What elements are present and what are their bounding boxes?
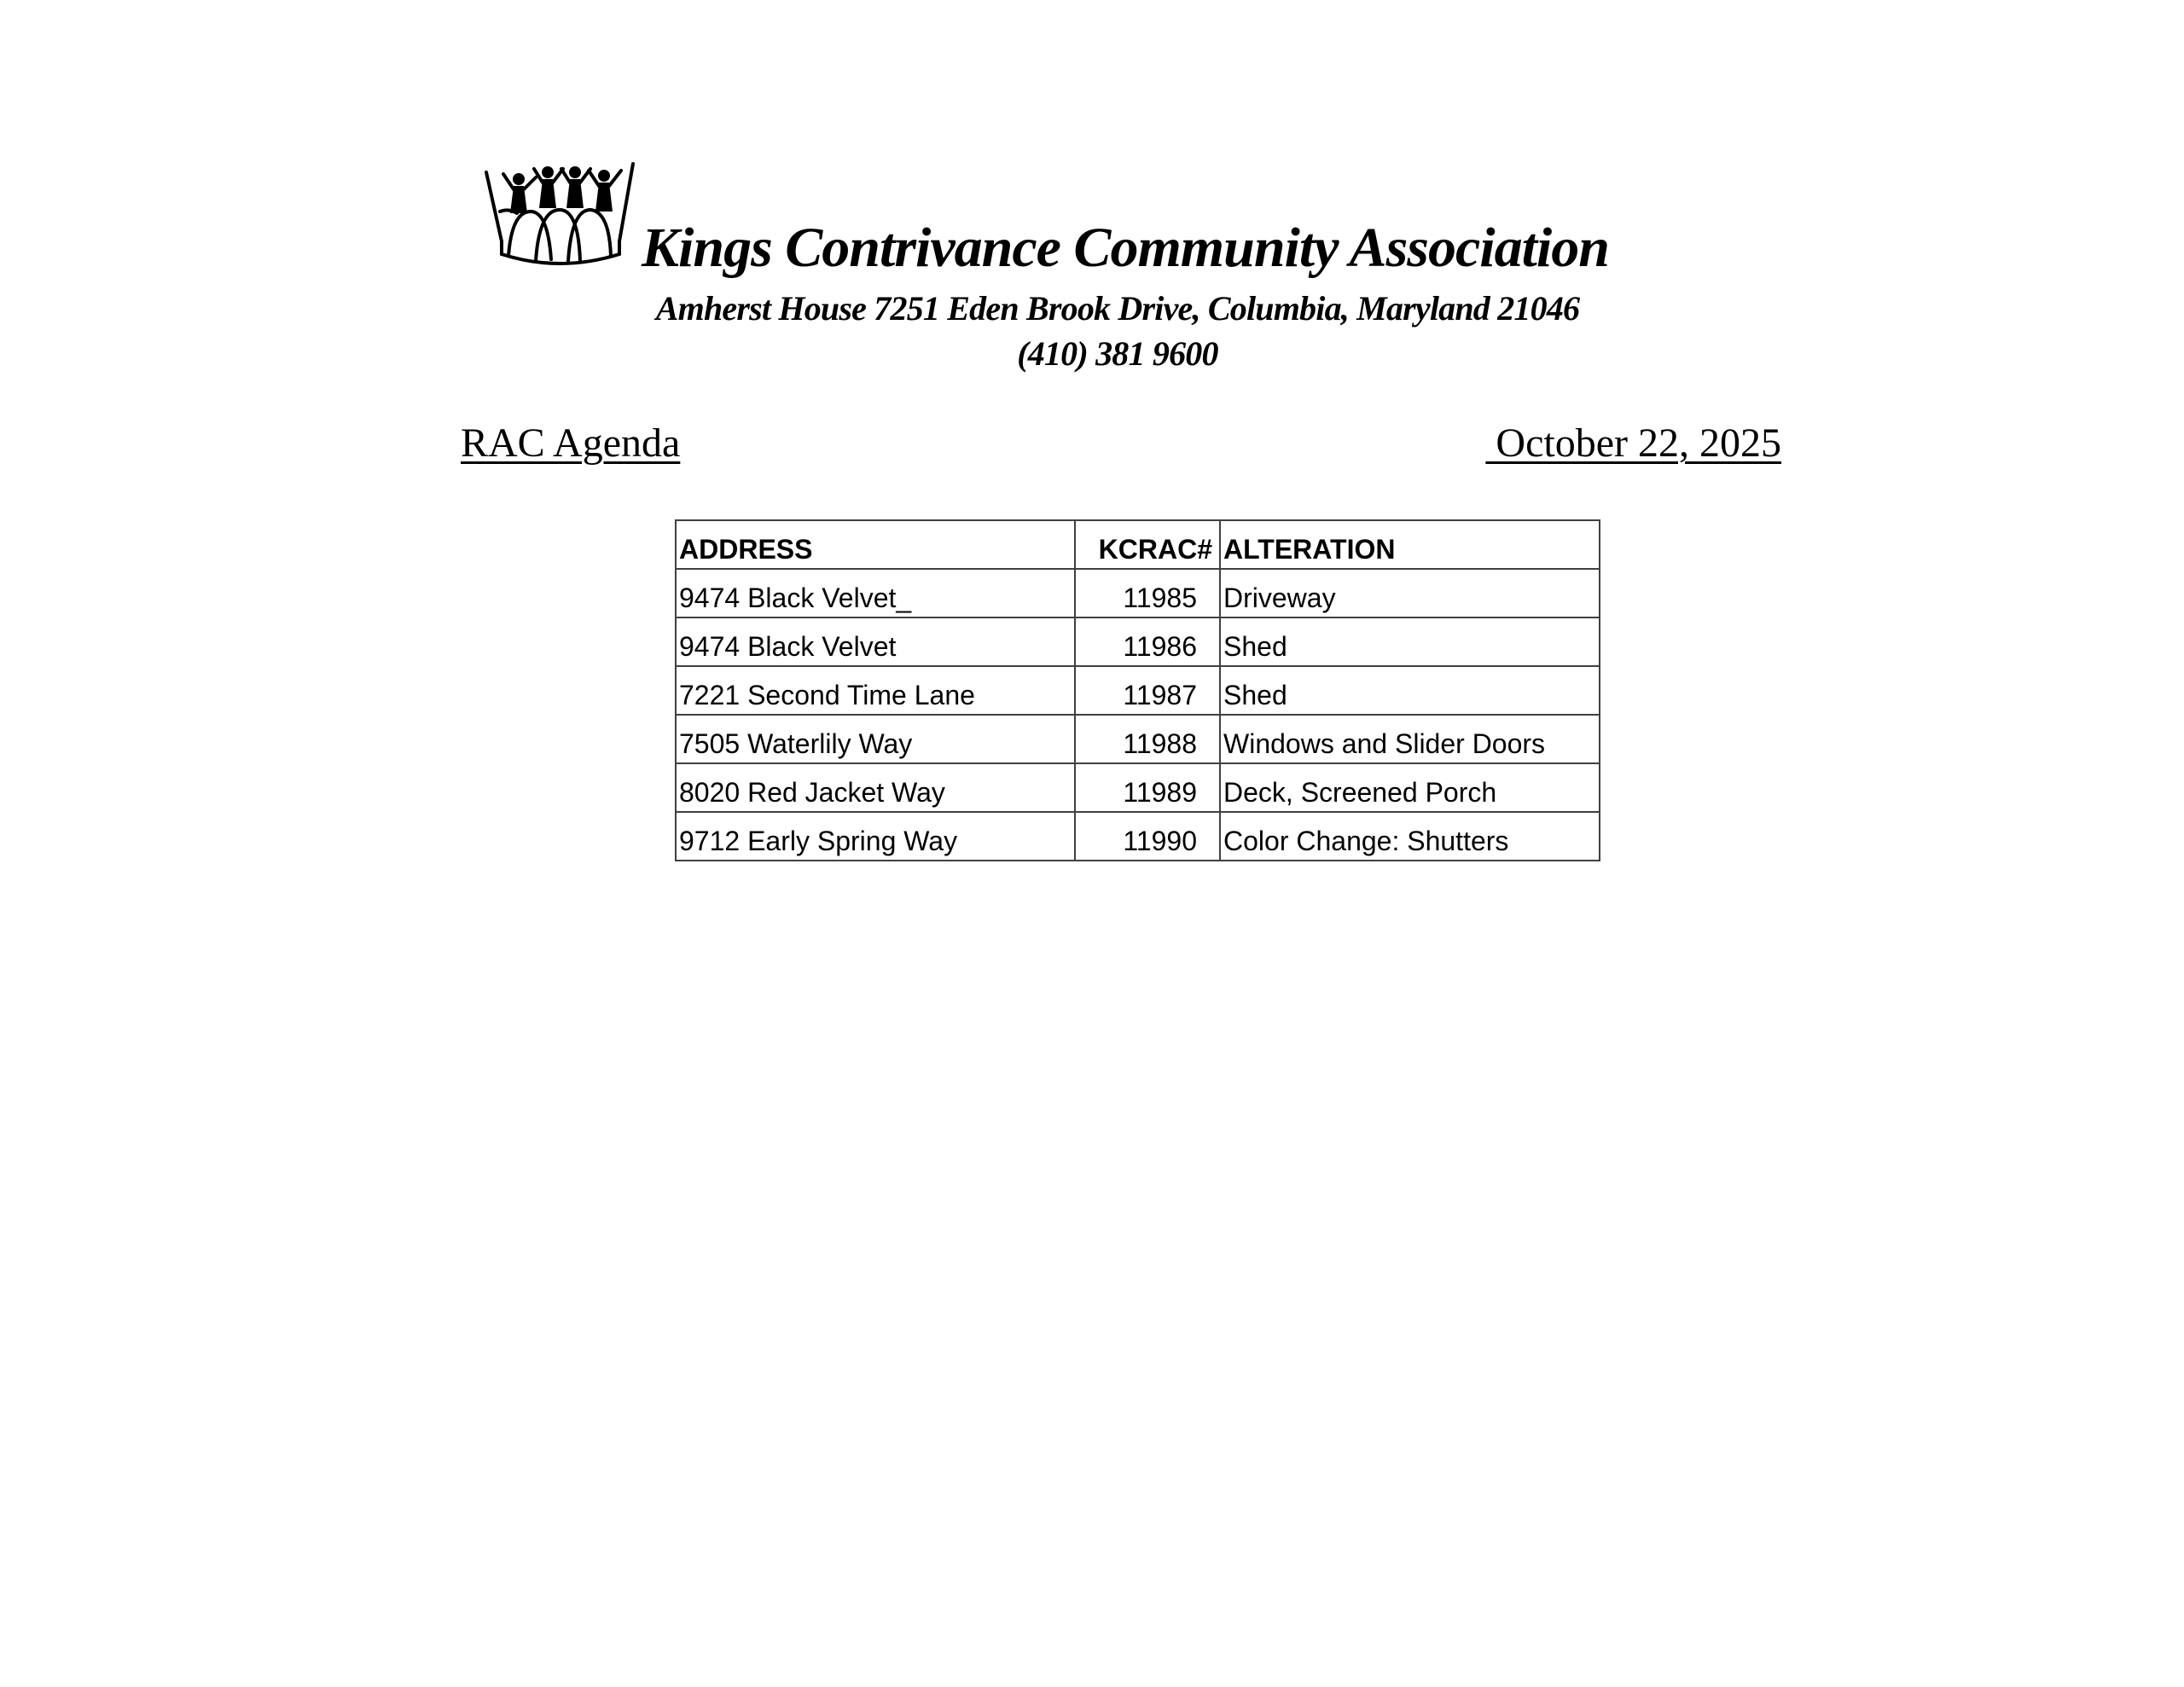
cell-address: 8020 Red Jacket Way: [676, 763, 1075, 812]
table-row: [676, 617, 1600, 666]
cell-kcrac: 11986: [1075, 617, 1220, 666]
table-row: [676, 715, 1600, 763]
cell-alteration: Shed: [1220, 666, 1600, 715]
cell-alteration: Shed: [1220, 617, 1600, 666]
cell-address: 9474 Black Velvet_: [676, 569, 1075, 617]
cell-kcrac: 11987: [1075, 666, 1220, 715]
table-row: [676, 569, 1600, 617]
cell-address: 9474 Black Velvet: [676, 617, 1075, 666]
table-header-row: [676, 520, 1600, 569]
table-row: [676, 763, 1600, 812]
cell-kcrac: 11985: [1075, 569, 1220, 617]
cell-kcrac: 11989: [1075, 763, 1220, 812]
table-row: [676, 812, 1600, 861]
cell-kcrac: 11988: [1075, 715, 1220, 763]
cell-alteration: Windows and Slider Doors: [1220, 715, 1600, 763]
cell-alteration: Deck, Screened Porch: [1220, 763, 1600, 812]
agenda-date: October 22, 2025: [1485, 420, 1781, 466]
organization-address: Amherst House 7251 Eden Brook Drive, Columbia, Maryland 21046: [655, 289, 1580, 328]
cell-address: 7221 Second Time Lane: [676, 666, 1075, 715]
organization-phone: (410) 381 9600: [1017, 334, 1218, 373]
cell-kcrac: 11990: [1075, 812, 1220, 861]
organization-name: Kings Contrivance Community Association: [642, 217, 1609, 279]
agenda-table: [675, 519, 1600, 861]
cell-address: 7505 Waterlily Way: [676, 715, 1075, 763]
cell-alteration: Driveway: [1220, 569, 1600, 617]
column-header-kcrac: KCRAC#: [1075, 520, 1220, 569]
table-row: [676, 666, 1600, 715]
agenda-title: RAC Agenda: [461, 420, 681, 466]
crown-of-people-icon: [483, 160, 636, 271]
column-header-address: ADDRESS: [676, 520, 1075, 569]
column-header-alteration: ALTERATION: [1220, 520, 1600, 569]
cell-address: 9712 Early Spring Way: [676, 812, 1075, 861]
cell-alteration: Color Change: Shutters: [1220, 812, 1600, 861]
